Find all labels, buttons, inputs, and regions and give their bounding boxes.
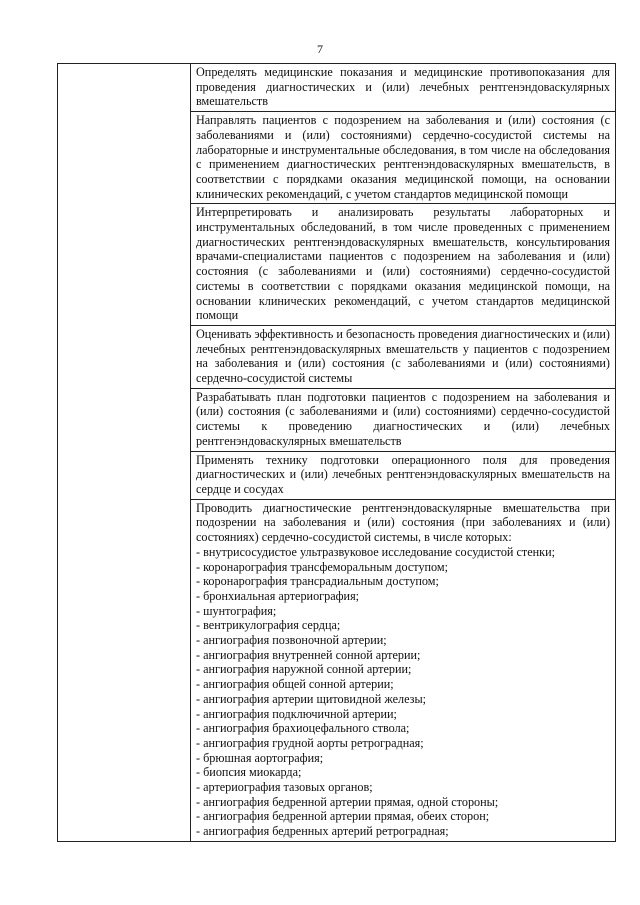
row-text-medical-indications: Определять медицинские показания и медицинские противопоказания для проведения диагностических и (или) лечебных рентгенэндоваскулярных вмешательств <box>191 64 616 112</box>
list-item: - бронхиальная артериография; <box>196 588 360 603</box>
list-item: - коронарография трансфеморальным доступом; <box>196 559 449 574</box>
requirements-table <box>57 63 616 842</box>
list-item: - коронарография трансрадиальным доступом; <box>196 574 439 589</box>
procedures-intro: Проводить диагностические рентгенэндоваскулярные вмешательства при подозрении на заболевания и (или) состояния (при заболеваниях и (или) состояниях) сердечно-сосудистой системы, в числе которых: <box>196 500 610 545</box>
list-item: - ангиография артерии щитовидной железы; <box>196 691 427 706</box>
row-procedures-cell <box>191 499 616 841</box>
list-item: - ангиография бедренной артерии прямая, обеих сторон; <box>196 809 490 824</box>
row-text-interpret-results: Интерпретировать и анализировать результаты лабораторных и инструментальных обследований, в том числе проведенных с применением диагностических рентгенэндоваскулярных вмешательств, консультирования врачами-специалистами пациентов с подозрением на заболевания и (или) состояния (с заболеваниями и (или) состояниями) сердечно-сосудистой системы в соответствии с порядками оказания медицинской помощи, на основании клинических рекомендаций, с учетом стандартов медицинской помощи <box>191 204 616 326</box>
procedures-list <box>196 545 610 839</box>
page-number: 7 <box>317 42 323 56</box>
list-item: - ангиография общей сонной артерии; <box>196 677 394 692</box>
row-text-referral-examinations: Направлять пациентов с подозрением на заболевания и (или) состояния (с заболеваниями и (или) состояниями) сердечно-сосудистой системы на лабораторные и инструментальные обследования, в том числе на обследования с применением диагностических рентгенэндоваскулярных вмешательств, в соответствии с порядками оказания медицинской помощи, на основании клинических рекомендаций, с учетом стандартов медицинской помощи <box>191 112 616 204</box>
list-item: - ангиография внутренней сонной артерии; <box>196 647 421 662</box>
left-column-cell <box>58 64 191 842</box>
row-text-operative-field: Применять технику подготовки операционного поля для проведения диагностических и (или) лечебных рентгенэндоваскулярных вмешательств на сердце и сосудах <box>191 451 616 499</box>
list-item: - ангиография брахиоцефального ствола; <box>196 721 410 736</box>
list-item: - ангиография бедренных артерий ретроградная; <box>196 824 449 839</box>
list-item: - ангиография позвоночной артерии; <box>196 633 387 648</box>
list-item: - внутрисосудистое ультразвуковое исследование сосудистой стенки; <box>196 544 555 559</box>
list-item: - ангиография наружной сонной артерии; <box>196 662 412 677</box>
list-item: - вентрикулография сердца; <box>196 618 341 633</box>
table-row <box>58 64 616 112</box>
row-text-evaluate-safety: Оценивать эффективность и безопасность проведения диагностических и (или) лечебных рентгенэндоваскулярных вмешательств у пациентов с подозрением на заболевания и (или) состояния (с заболеваниями и (или) состояниями) сердечно-сосудистой системы <box>191 325 616 388</box>
list-item: - биопсия миокарда; <box>196 765 302 780</box>
list-item: - артериография тазовых органов; <box>196 780 373 795</box>
list-item: - ангиография бедренной артерии прямая, одной стороны; <box>196 794 499 809</box>
row-text-preparation-plan: Разрабатывать план подготовки пациентов с подозрением на заболевания и (или) состояния (с заболеваниями и (или) состояниями) сердечно-сосудистой системы к проведению диагностических и (или) лечебных рентгенэндоваскулярных вмешательств <box>191 388 616 451</box>
list-item: - ангиография подключичной артерии; <box>196 706 397 721</box>
list-item: - ангиография грудной аорты ретроградная; <box>196 735 424 750</box>
list-item: - шунтография; <box>196 603 277 618</box>
list-item: - брюшная аортография; <box>196 750 324 765</box>
